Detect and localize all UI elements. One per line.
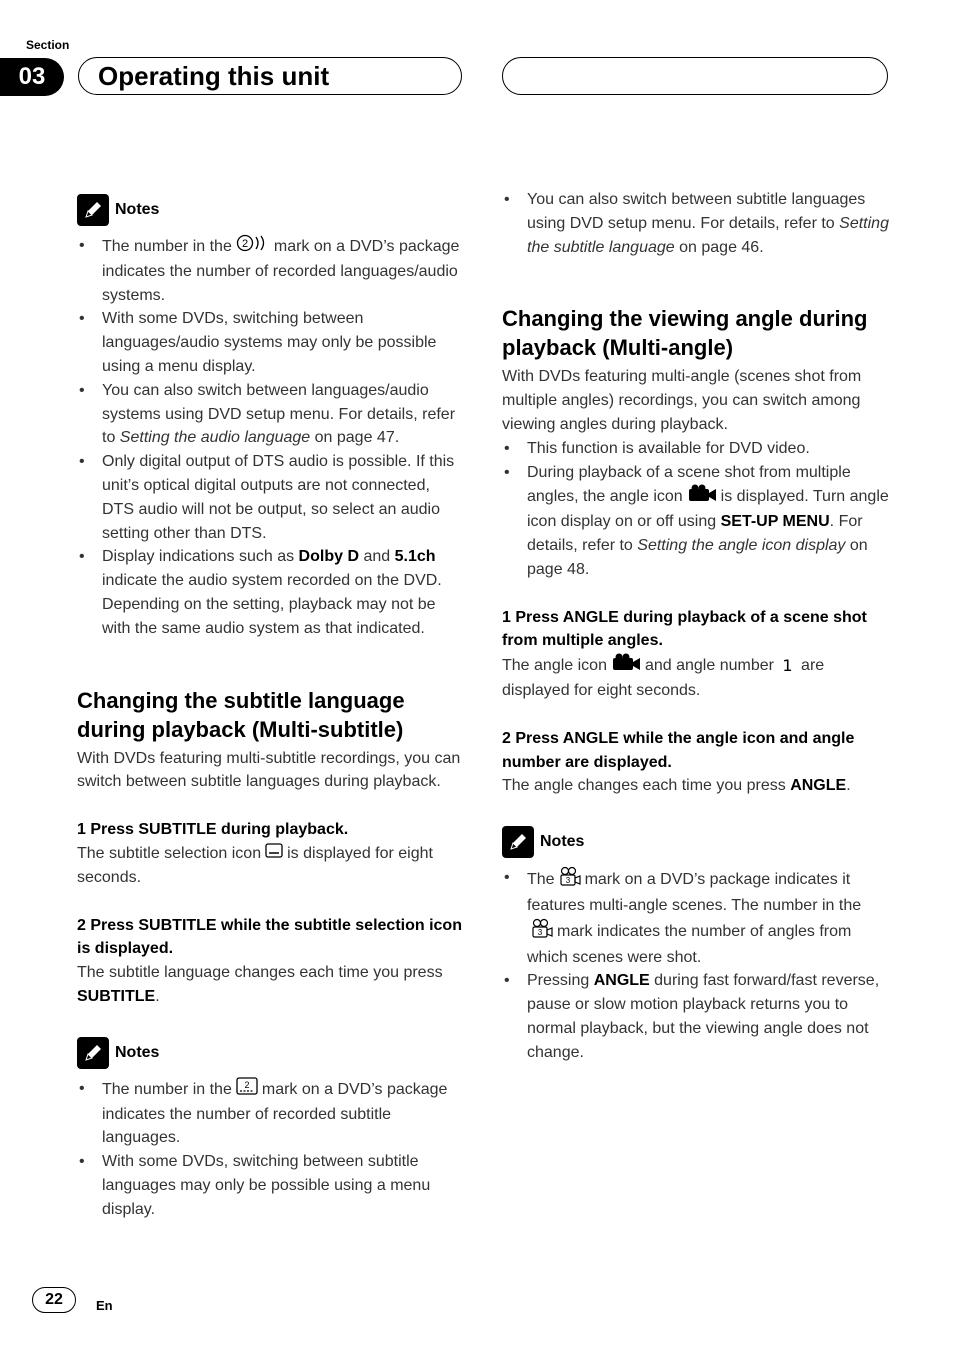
section-heading: Changing the subtitle language during playback (Multi-subtitle) [77, 687, 405, 742]
intro-paragraph: With DVDs featuring multi-subtitle recordings, you can switch between subtitle languages during playback. [77, 749, 461, 791]
notes-header [77, 1037, 465, 1069]
audio-languages-mark-icon [236, 234, 270, 260]
bullet-list [502, 188, 890, 259]
pencil-icon [77, 1037, 109, 1069]
section-number-badge: 03 [0, 58, 64, 96]
list-item: • Pressing ANGLE during fast forward/fast reverse, pause or slow motion playback returns you to normal playback, but the viewing angle does not change. [502, 969, 890, 1064]
left-column [77, 194, 465, 1222]
list-item: • With some DVDs, switching between languages/audio systems may only be possible using a menu display. [77, 307, 465, 378]
subtitle-icon [265, 842, 283, 866]
angle-icon [611, 653, 641, 679]
list-item: • The number in the 2 mark on a DVD’s package indicates the number of recorded languages/audio systems. [77, 234, 465, 307]
step-text: The subtitle selection icon is displayed for eight seconds. [77, 842, 465, 890]
subtitle-languages-mark-icon [236, 1077, 258, 1103]
svg-text:3: 3 [565, 876, 570, 886]
list-item: • Only digital output of DTS audio is possible. If this unit’s optical digital outputs are not connected, DTS audio will not be output, so select an audio setting other than DTS. [77, 450, 465, 545]
list-item: • The number in the 2 mark on a DVD’s package indicates the number of recorded subtitle languages. [77, 1077, 465, 1150]
svg-text:2: 2 [244, 1079, 250, 1090]
list-item: • During playback of a scene shot from multiple angles, the angle icon is displayed. Turn angle icon display on or off using SET-UP MENU. For details, refer to Setting the angle icon display on page 48. [502, 461, 890, 582]
svg-text:2: 2 [241, 238, 248, 250]
step-text: The angle changes each time you press ANGLE. [502, 777, 851, 795]
page-title: Operating this unit [98, 61, 330, 91]
notes-list [77, 234, 465, 641]
angle-icon [687, 484, 717, 510]
pencil-icon [77, 194, 109, 226]
list-item: • Display indications such as Dolby D and 5.1ch indicate the audio system recorded on the DVD. Depending on the setting, playback may not be with the same audio system as that indicated. [77, 545, 465, 640]
notes-label: Notes [115, 201, 160, 219]
step-text: The angle icon and angle number 1 are displayed for eight seconds. [502, 653, 890, 703]
list-item: • This function is available for DVD video. [502, 437, 890, 461]
step-text: The subtitle language changes each time you press SUBTITLE. [77, 964, 443, 1006]
multi-angle-mark-icon [559, 866, 581, 894]
page-number: 22 [32, 1287, 76, 1313]
notes-header [77, 194, 465, 226]
list-item: • The 3 mark on a DVD’s package indicates it features multi-angle scenes. The number in the 3 mark indicates the number of angles from which scenes were shot. [502, 866, 890, 969]
list-item: • With some DVDs, switching between subtitle languages may only be possible using a menu display. [77, 1150, 465, 1221]
section-label: Section [26, 38, 70, 52]
step-title: 1 Press ANGLE during playback of a scene shot from multiple angles. [502, 608, 867, 650]
svg-text:3: 3 [537, 927, 543, 937]
intro-paragraph: With DVDs featuring multi-angle (scenes shot from multiple angles) recordings, you can switch among viewing angles during playback. [502, 368, 862, 433]
blank-header-frame [502, 57, 888, 95]
list-item: • You can also switch between languages/audio systems using DVD setup menu. For details, refer to Setting the audio language on page 47. [77, 379, 465, 450]
pencil-icon [502, 826, 534, 858]
notes-label: Notes [540, 833, 585, 851]
notes-header [502, 826, 890, 858]
notes-list [502, 866, 890, 1064]
multi-angle-mark-icon [531, 918, 553, 946]
bullet-list [502, 437, 890, 582]
step-title: 2 Press SUBTITLE while the subtitle selection icon is displayed. [77, 916, 462, 958]
language-label: En [96, 1298, 113, 1313]
notes-label: Notes [115, 1043, 160, 1061]
section-heading: Changing the viewing angle during playback (Multi-angle) [502, 306, 868, 361]
angle-number: 1 [782, 656, 793, 676]
step-title: 1 Press SUBTITLE during playback. [77, 821, 349, 839]
notes-list [77, 1077, 465, 1222]
step-title: 2 Press ANGLE while the angle icon and angle number are displayed. [502, 729, 855, 771]
list-item: • You can also switch between subtitle languages using DVD setup menu. For details, refer to Setting the subtitle language on page 46. [502, 188, 890, 259]
right-column [502, 188, 890, 1065]
